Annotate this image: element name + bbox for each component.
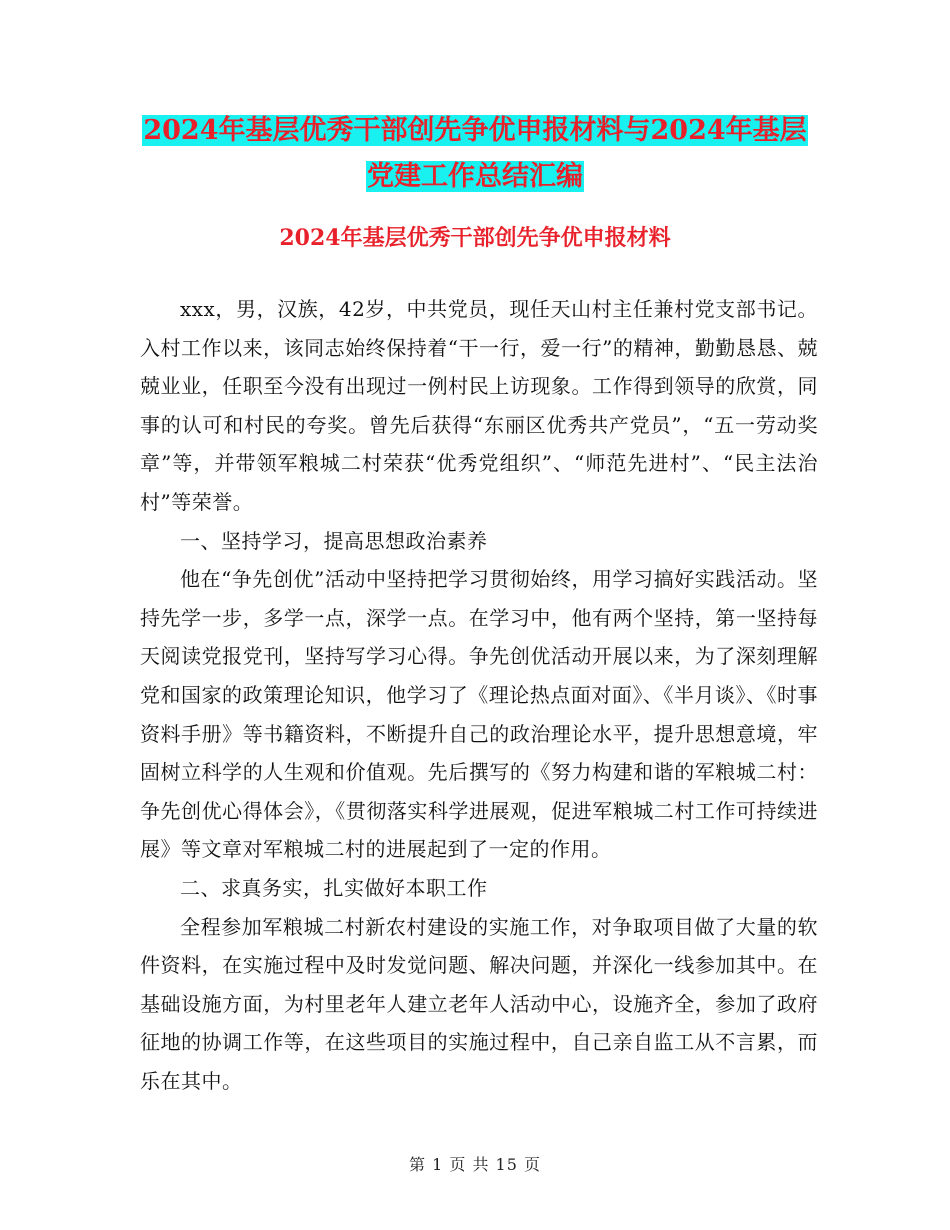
- document-title: [0, 108, 950, 200]
- page-number-footer: 第 1 页 共 15 页: [409, 1155, 541, 1174]
- section-title: 2024年基层优秀干部创先争优申报材料: [279, 225, 671, 251]
- paragraph-intro: xxx，男，汉族，42岁，中共党员，现任天山村主任兼村党支部书记。入村工作以来，该同志始终保持着“干一行，爱一行”的精神，勤勤恳恳、兢兢业业，任职至今没有出现过一例村民上访现象。工作得到领导的欣赏，同事的认可和村民的夸奖。曾先后获得“东丽区优秀共产党员”，“五一劳动奖章”等，并带领军粮城二村荣获“优秀党组织”、“师范先进村”、“民主法治村”等荣誉。: [140, 297, 818, 514]
- paragraph-study: 他在“争先创优”活动中坚持把学习贯彻始终，用学习搞好实践活动。坚持先学一步，多学一点，深学一点。在学习中，他有两个坚持，第一坚持每天阅读党报党刊，坚持写学习心得。争先创优活动开展以来，为了深刻理解党和国家的政策理论知识，他学习了《理论热点面对面》、《半月谈》、《时事资料手册》等书籍资料，不断提升自己的政治理论水平，提升思想意境，牢固树立科学的人生观和价值观。先后撰写的《努力构建和谐的军粮城二村：争先创优心得体会》，《贯彻落实科学进展观，促进军粮城二村工作可持续进展》等文章对军粮城二村的进展起到了一定的作用。: [140, 567, 818, 862]
- document-title-line-1: 2024年基层优秀干部创先争优申报材料与2024年基层: [143, 115, 807, 146]
- document-title-line-2: 党建工作总结汇编: [367, 161, 583, 192]
- document-body: [140, 290, 818, 1100]
- paragraph-work: 全程参加军粮城二村新农村建设的实施工作，对争取项目做了大量的软件资料，在实施过程中及时发觉问题、解决问题，并深化一线参加其中。在基础设施方面，为村里老年人建立老年人活动中心，设施齐全，参加了政府征地的协调工作等，在这些项目的实施过程中，自己亲自监工从不言累，而乐在其中。: [140, 914, 818, 1093]
- heading-study: 一、坚持学习，提高思想政治素养: [180, 528, 488, 553]
- heading-work: 二、求真务实，扎实做好本职工作: [180, 875, 488, 900]
